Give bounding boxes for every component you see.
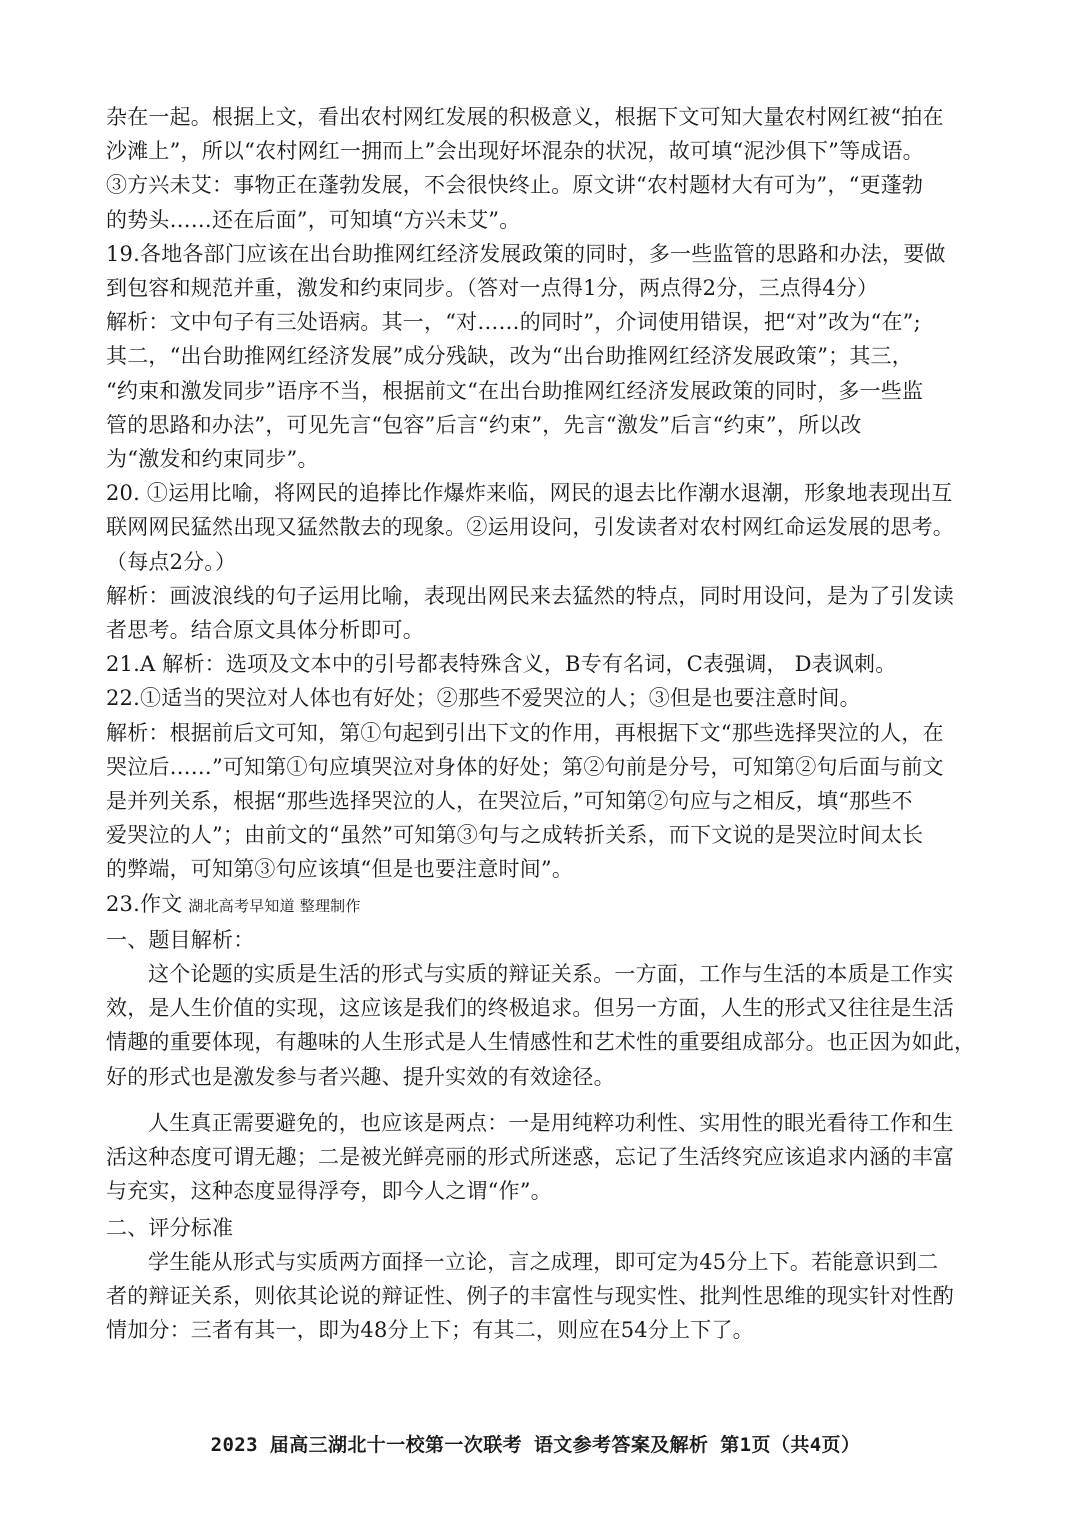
text-line: 效，是人生价值的实现，这应该是我们的终极追求。但另一方面，人生的形式又往往是生活 [106, 996, 954, 1021]
text-line: 为“激发和约束同步”。 [106, 447, 319, 472]
text-line: 的弊端，可知第③句应该填“但是也要注意时间”。 [106, 857, 574, 882]
essay-heading-label: 23.作文 [106, 891, 183, 916]
question-19-answer: 19.各地各部门应该在出台助推网红经济发展政策的同时，多一些监管的思路和办法，要做 [106, 241, 946, 266]
text-line: 是并列关系，根据“那些选择哭泣的人，在哭泣后，”可知第②句应与之相反，填“那些不 [106, 789, 913, 814]
section-2-title: 二、评分标准 [106, 1215, 234, 1240]
text-line: 者思考。结合原文具体分析即可。 [106, 618, 424, 643]
answer-block [106, 100, 968, 887]
text-line: 活这种态度可谓无趣；二是被光鲜亮丽的形式所迷惑，忘记了生活终究应该追求内涵的丰富 [106, 1145, 954, 1170]
text-line: 其二，“出台助推网红经济发展”成分残缺，改为“出台助推网红经济发展政策”；其三， [106, 344, 913, 369]
question-22-analysis: 解析：根据前后文可知，第①句起到引出下文的作用，再根据下文“那些选择哭泣的人，在 [106, 720, 944, 745]
text-line: “约束和激发同步”语序不当，根据前文“在出台助推网红经济发展政策的同时，多一些监 [106, 378, 924, 403]
section-2-paragraph [106, 1245, 968, 1348]
text-line: 沙滩上”，所以“农村网红一拥而上”会出现好坏混杂的状况，故可填“泥沙俱下”等成语。 [106, 139, 924, 164]
text-line: 学生能从形式与实质两方面择一立论，言之成理，即可定为45分上下。若能意识到二 [148, 1249, 939, 1274]
page-footer: 2023 届高三湖北十一校第一次联考 语文参考答案及解析 第1页（共4页） [210, 1434, 861, 1456]
text-line: 的势头……还在后面”，可知填“方兴未艾”。 [106, 207, 521, 232]
answer-document [106, 100, 976, 1347]
text-line: 情趣的重要体现，有趣味的人生形式是人生情感性和艺术性的重要组成部分。也正因为如此， [106, 1030, 976, 1055]
text-line: 到包容和规范并重，激发和约束同步。（答对一点得1分，两点得2分，三点得4分） [106, 276, 879, 301]
text-line: 管的思路和办法”，可见先言“包容”后言“约束”，先言“激发”后言“约束”，所以改 [106, 412, 862, 437]
question-19-analysis: 解析：文中句子有三处语病。其一，“对……的同时”，介词使用错误，把“对”改为“在”; [106, 310, 921, 335]
text-line: 与充实，这种态度显得浮夸，即今人之谓“作”。 [106, 1179, 552, 1204]
section-1-title: 一、题目解析： [106, 927, 255, 952]
text-line: 好的形式也是激发参与者兴趣、提升实效的有效途径。 [106, 1064, 615, 1089]
text-line: 爱哭泣的人”；由前文的“虽然”可知第③句与之成转折关系，而下文说的是哭泣时间太长 [106, 823, 924, 848]
text-line: 哭泣后……”可知第①句应填哭泣对身体的好处；第②句前是分号，可知第②句后面与前文 [106, 754, 944, 779]
essay-heading [106, 887, 968, 923]
question-21-answer: 21.A 解析：选项及文本中的引号都表特殊含义，B专有名词，C表强调， D表讽刺。 [106, 652, 897, 677]
text-line: （每点2分。） [106, 549, 237, 574]
question-20-answer: 20. ①运用比喻，将网民的追捧比作爆炸来临，网民的退去比作潮水退潮，形象地表现出互 [106, 481, 953, 506]
text-line: 这个论题的实质是生活的形式与实质的辩证关系。一方面，工作与生活的本质是工作实 [148, 962, 954, 987]
text-line: 者的辩证关系，则依其论说的辩证性、例子的丰富性与现实性、批判性思维的现实针对性酌 [106, 1283, 954, 1308]
text-line: 人生真正需要避免的，也应该是两点：一是用纯粹功利性、实用性的眼光看待工作和生 [148, 1110, 954, 1135]
source-note: 湖北高考早知道 整理制作 [188, 896, 361, 915]
question-22-answer: 22.①适当的哭泣对人体也有好处；②那些不爱哭泣的人；③但是也要注意时间。 [106, 686, 861, 711]
text-line: ③方兴未艾：事物正在蓬勃发展，不会很快终止。原文讲“农村题材大有可为”，“更蓬勃 [106, 173, 924, 198]
text-line: 情加分：三者有其一，即为48分上下；有其二，则应在54分上下了。 [106, 1318, 754, 1343]
text-line: 联网网民猛然出现又猛然散去的现象。②运用设问，引发读者对农村网红命运发展的思考。 [106, 515, 954, 540]
section-1-paragraph-2 [106, 1106, 968, 1209]
section-1-paragraph-1 [106, 957, 976, 1094]
text-line: 杂在一起。根据上文，看出农村网红发展的积极意义，根据下文可知大量农村网红被“拍在 [106, 105, 944, 129]
question-20-analysis: 解析：画波浪线的句子运用比喻，表现出网民来去猛然的特点，同时用设问，是为了引发读 [106, 583, 954, 608]
